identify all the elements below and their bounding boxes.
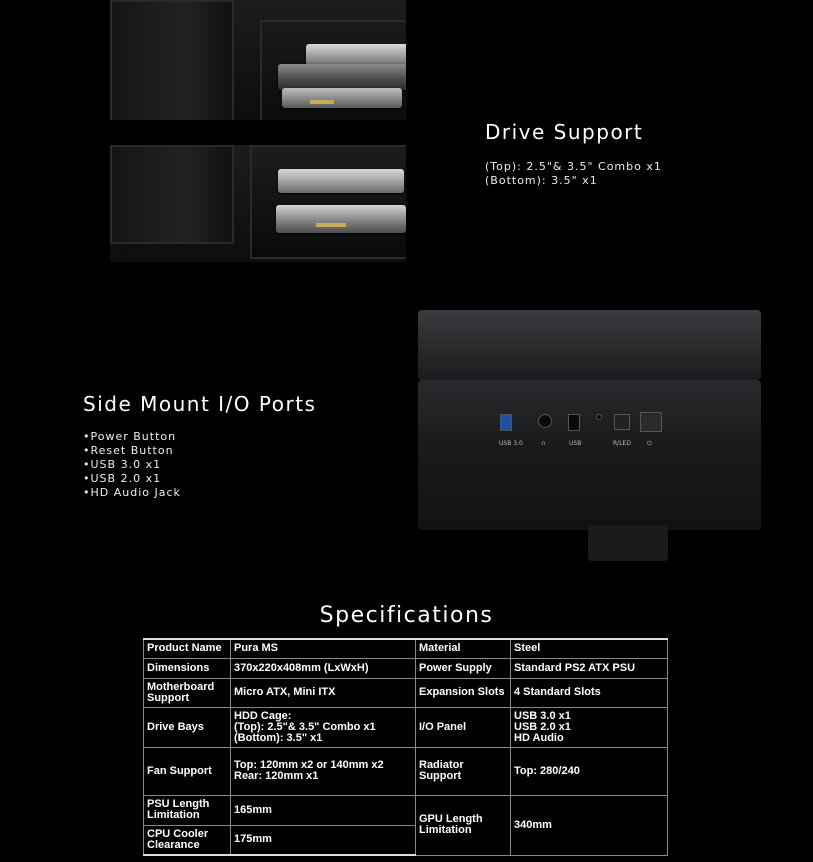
usb3-port-icon xyxy=(500,414,512,431)
spec-label: Drive Bays xyxy=(144,707,231,747)
spec-label: Expansion Slots xyxy=(416,678,511,707)
drive-support-line-top: (Top): 2.5"& 3.5" Combo x1 xyxy=(485,160,662,173)
usb2-port-label: USB xyxy=(569,440,582,447)
spec-value: Steel xyxy=(511,639,668,658)
led-indicator-icon xyxy=(596,414,602,420)
spec-label: Fan Support xyxy=(144,747,231,795)
spec-value: 370x220x408mm (LxWxH) xyxy=(231,658,416,678)
spec-value: HDD Cage: (Top): 2.5"& 3.5" Combo x1 (Bottom): 3.5" x1 xyxy=(231,707,416,747)
spec-value: 165mm xyxy=(231,795,416,825)
spec-value: 4 Standard Slots xyxy=(511,678,668,707)
spec-value: Top: 120mm x2 or 140mm x2 Rear: 120mm x1 xyxy=(231,747,416,795)
spec-value: Micro ATX, Mini ITX xyxy=(231,678,416,707)
io-ports-list xyxy=(83,430,316,500)
drive-support-title: Drive Support xyxy=(485,120,644,144)
drive-support-line-bottom: (Bottom): 3.5" x1 xyxy=(485,174,598,187)
audio-jack-icon xyxy=(538,414,552,428)
spec-label: Motherboard Support xyxy=(144,678,231,707)
table-row xyxy=(144,678,668,707)
drive-cage-bottom-photo xyxy=(110,145,406,262)
spec-label: CPU Cooler Clearance xyxy=(144,825,231,855)
power-button-icon xyxy=(640,412,662,432)
reset-button-label: R/LED xyxy=(613,440,631,447)
spec-value: 175mm xyxy=(231,825,416,855)
table-row xyxy=(144,707,668,747)
spec-value: 340mm xyxy=(511,795,668,855)
usb3-port-label: USB 3.0 xyxy=(499,440,523,447)
spec-value: Top: 280/240 xyxy=(511,747,668,795)
io-port-item: • Power Button xyxy=(83,430,316,444)
spec-value: USB 3.0 x1 USB 2.0 x1 HD Audio xyxy=(511,707,668,747)
spec-label: Dimensions xyxy=(144,658,231,678)
specifications-title: Specifications xyxy=(319,603,494,628)
drive-cage-top-photo xyxy=(110,0,406,120)
audio-jack-label: ∩ xyxy=(541,440,546,447)
spec-label: Radiator Support xyxy=(416,747,511,795)
spec-value: Standard PS2 ATX PSU xyxy=(511,658,668,678)
table-row xyxy=(144,747,668,795)
spec-label: PSU Length Limitation xyxy=(144,795,231,825)
table-row xyxy=(144,795,668,825)
io-port-item: • Reset Button xyxy=(83,444,316,458)
drive-support-block xyxy=(485,120,662,188)
io-panel-photo xyxy=(418,300,761,568)
specifications-table xyxy=(143,638,668,856)
table-row xyxy=(144,639,668,658)
spec-label: GPU Length Limitation xyxy=(416,795,511,855)
usb2-port-icon xyxy=(568,414,580,431)
io-port-item: • HD Audio Jack xyxy=(83,486,316,500)
reset-button-icon xyxy=(614,414,630,430)
io-ports-block xyxy=(83,392,316,500)
spec-label: Power Supply xyxy=(416,658,511,678)
power-button-label: ⏻ xyxy=(647,440,652,447)
io-port-item: • USB 3.0 x1 xyxy=(83,458,316,472)
io-ports-title: Side Mount I/O Ports xyxy=(83,392,317,416)
spec-value: Pura MS xyxy=(231,639,416,658)
spec-label: Product Name xyxy=(144,639,231,658)
table-row xyxy=(144,658,668,678)
spec-label: Material xyxy=(416,639,511,658)
spec-label: I/O Panel xyxy=(416,707,511,747)
io-port-item: • USB 2.0 x1 xyxy=(83,472,316,486)
